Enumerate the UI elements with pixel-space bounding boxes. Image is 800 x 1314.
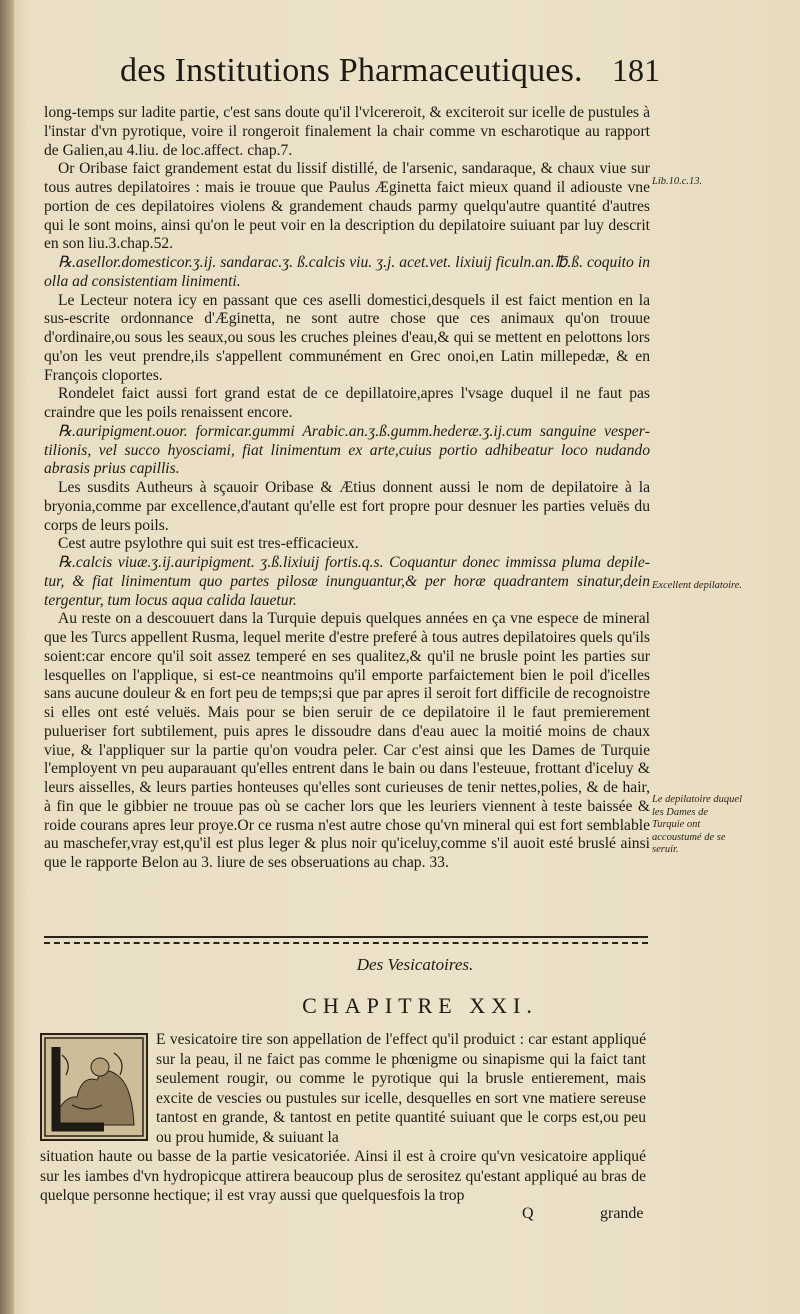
paragraph: long-temps sur ladite partie, c'est sans doute qu'il l'vlcereroit, & exciteroit sur icelle de pustules à l'instar d'vn pyrotique, voire il rongeroit finalement la chair comme vn escharotique au rapport de Galien,au 4.liu. de loc.affect. chap.7.	[44, 104, 650, 159]
page-spine-shadow	[0, 0, 14, 1314]
section-title: Des Vesicatoires.	[356, 955, 474, 974]
page-number: 181	[612, 52, 660, 88]
chapter-title: CHAPITRE XXI.	[302, 993, 538, 1018]
recipe-paragraph: ℞.calcis viuæ.ʒ.ij.auripigment. ʒ.ß.lixiuij fortis.q.s. Coquantur donec immissa pluma depiletur, & fiat linimentum quo partes pilosæ inunguantur,& per horæ quadrantem sinatur,dein tergentur, tum locus aqua calida lauetur.	[44, 554, 650, 609]
woodcut-initial-icon	[42, 1035, 146, 1139]
separator-rule-dashed	[44, 942, 648, 944]
chapter-continuation-text: situation haute ou basse de la partie vesicatoriée. Ainsi il est à croire qu'vn vesicatoire appliqué sur les iambes d'vn hydropicque attirera beaucoup plus de serositez qu'estant appliqué au bras de quelque personne hectique; il est vray aussi que quelquesfois la trop	[40, 1148, 646, 1204]
running-title: des Institutions Pharmaceutiques.	[120, 52, 583, 89]
decorated-initial	[40, 1033, 148, 1141]
signature-mark: Q	[522, 1205, 534, 1222]
paragraph: Au reste on a descouuert dans la Turquie depuis quelques années en ça vne espece de mineral que les Turcs appellent Rusma, lequel merite d'estre preferé à tous autres depilatoires quels qu'ils soient:car encore qu'il soit assez temperé en ses qualitez,& qu'il ne brusle point les parties sur lesquelles on l'applique, si est-ce neantmoins qu'il emporte parfaictement bien le poil d'icelles sans aucune douleur & en fort peu de temps;si que par apres il seroit fort difficile de recognoistre si elles ont esté veluës. Mais pour se bien seruir de ce depilatoire il le faut premierement pulueriser fort subtilement, puis apres le dissoudre dans d'eau auec la moitié moins de chaux viue, & l'appliquer sur la partie qu'on voudra peler. Car c'est ainsi que les Dames de Turquie l'employent vn peu auparauant qu'elles entrent dans le bain ou dans l'esteuue, frottant d'iceluy & leurs aisselles, & leurs parties honteuses qu'elles sont curieuses de tenir nettes,polies, & de hair, à fin que le gibbier ne trouue pas où se cacher lors que les leuriers viennent à teste baissée & roide courans apres leur proye.Or ce rusma n'est autre chose qu'vn mineral qui est fort semblable au maschefer,vray est,qu'il est plus leger & plus noir qu'iceluy,comme s'il auoit esté bruslé ainsi que le rapporte Belon au 3. liure de ses obseruations au chap. 33.	[44, 610, 650, 871]
catchword: grande	[600, 1205, 644, 1222]
separator-rule	[44, 936, 648, 938]
margin-note: Le depilatoire duquel les Dames de Turquie ont accoustumé de se seruir.	[652, 794, 743, 855]
recipe-paragraph: ℞.asellor.domesticor.ʒ.ij. sandarac.ʒ. ß.calcis viu. ʒ.j. acet.vet. lixiuij ficuln.an.℔.ß. coquito in olla ad consistentiam linimenti.	[44, 254, 650, 290]
margin-note: Lib.10.c.13.	[652, 176, 703, 187]
paragraph: Les susdits Autheurs à sçauoir Oribase & Ætius donnent aussi le nom de depilatoire à la bryonia,comme par excellence,d'autant qu'elle est fort propre pour desnuer les parties veluës du corps de leurs poils.	[44, 479, 650, 534]
chapter-opening-text: E vesicatoire tire son appellation de l'effect qu'il produict : car estant appliqué sur la peau, il ne faict pas comme le phœnigme ou sinapisme qui la faict tant seulement rougir, ou comme le pyrotique qui la brusle entierement, mais excite de vescies ou pustules sur icelle, desquelles en sort vne matiere sereuse tantost en grande, & tantost en petite quantité suiuant que le corps est,ou peu ou prou humide, & suiuant la	[156, 1031, 646, 1146]
paragraph: Rondelet faict aussi fort grand estat de ce depillatoire,apres l'vsage duquel il ne faut pas craindre que les poils renaissent encore.	[44, 385, 650, 421]
body-text-top	[44, 104, 650, 873]
paragraph: Cest autre psylothre qui suit est tres-efficacieux.	[58, 535, 359, 553]
paragraph: Le Lecteur notera icy en passant que ces aselli domestici,desquels il est faict mention en la sus-escrite ordonnance d'Æginetta, ne sont autre chose que ces animaux qu'on trouue d'ordinaire,ou sous les seaux,ou sous les cruches pleines d'eau,& qui se mettent en pelottons lors qu'on les veut prendre,ils s'appellent communément en Grec onoi,en Latin millepedæ, & en François cloportes.	[44, 291, 650, 384]
running-header	[120, 52, 660, 98]
recipe-paragraph: ℞.auripigment.ouor. formicar.gummi Arabic.an.ʒ.ß.gumm.hederæ.ʒ.ij.cum sanguine vespertilionis, vel succo hyosciami, fiat linimentum ex arte,cuius portio adhibeatur loco nudando abrasis prius capillis.	[44, 422, 650, 478]
paragraph: Or Oribase faict grandement estat du lissif distillé, de l'arsenic, sandaraque, & chaux viue sur tous autres depilatoires : mais ie trouue que Paulus Æginetta faict mieux quand il adiouste vne portion de ces depilatoires violens & grandement chauds parmy quelqu'autre quantité d'autres qui le sont moins, ainsi qu'on le peut voir en la description du depilatoire suiuant par luy descrit en son liu.3.chap.52.	[44, 160, 650, 253]
margin-note: Excellent depilatoire.	[652, 580, 742, 591]
